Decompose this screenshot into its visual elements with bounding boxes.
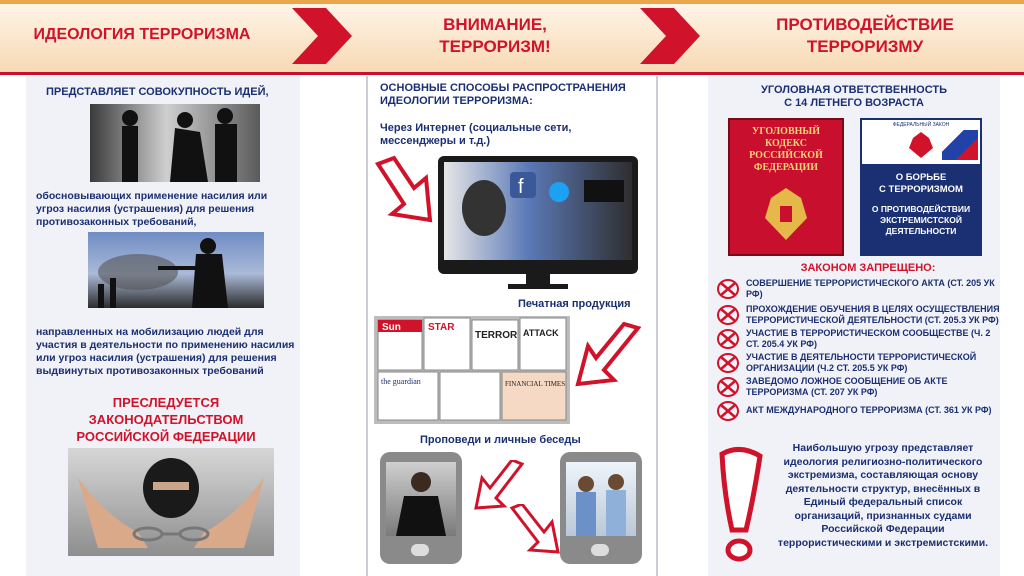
- header-top-line: [0, 0, 1024, 4]
- header-title-ideology: ИДЕОЛОГИЯ ТЕРРОРИЗМА: [33, 26, 251, 43]
- flag-stripe: [942, 130, 978, 160]
- header-banner: [0, 0, 1024, 75]
- law-item: [716, 352, 1002, 374]
- cross-icon: [716, 278, 740, 300]
- federal-law-label: ФЕДЕРАЛЬНЫЙ ЗАКОН: [892, 122, 950, 128]
- cross-icon: [716, 352, 740, 374]
- prohibited-heading: ЗАКОНОМ ЗАПРЕЩЕНО:: [800, 262, 936, 274]
- internet-collage-image: [444, 162, 632, 260]
- law-item-text: УЧАСТИЕ В ДЕЯТЕЛЬНОСТИ ТЕРРОРИСТИЧЕСКОЙ ОРГАНИЗАЦИИ (Ч.2 СТ. 205.5 УК РФ): [746, 352, 977, 373]
- law-item: [716, 328, 1002, 350]
- newspaper-word-6: FINANCIAL TIMES: [505, 380, 566, 388]
- law-item: [716, 400, 1002, 422]
- soldier-fire-image: [88, 232, 264, 308]
- header-title-attention: ВНИМАНИЕ, ТЕРРОРИЗМ!: [439, 15, 551, 56]
- coat-of-arms-icon: [761, 184, 811, 244]
- cross-icon: [716, 304, 740, 326]
- law-item-text: СОВЕРШЕНИЕ ТЕРРОРИСТИЧЕСКОГО АКТА (СТ. 205 УК РФ): [746, 278, 995, 299]
- soldier-silhouette-icon: [88, 232, 264, 308]
- exclamation-icon: [710, 446, 770, 566]
- handcuffs-icon: [68, 448, 274, 556]
- home-button: [411, 544, 429, 556]
- law-item-text: УЧАСТИЕ В ТЕРРОРИСТИЧЕСКОМ СООБЩЕСТВЕ (Ч. 2 СТ. 205.4 УК РФ): [746, 328, 991, 349]
- newspaper-word-2: STAR: [428, 322, 455, 333]
- internet-label: Через Интернет (социальные сети, мессенджеры и т.д.): [380, 122, 572, 147]
- cross-icon: [716, 400, 740, 422]
- left-text-2: направленных на мобилизацию людей для участия в деятельности по применению насилия или угроз насилия (устрашения) для решения выдвинутых противозаконных требований: [36, 326, 295, 377]
- newspapers-icon: [374, 316, 570, 424]
- left-panel: [26, 76, 300, 576]
- monitor-base: [508, 284, 568, 289]
- home-button: [591, 544, 609, 556]
- cross-icon: [716, 328, 740, 350]
- two-men-icon: [566, 462, 636, 536]
- newspaper-word-1: Sun: [382, 322, 401, 333]
- newspaper-word-4: ATTACK: [523, 328, 559, 338]
- arrow-down-icon: [374, 154, 436, 224]
- law-on-terrorism-title: О БОРЬБЕ С ТЕРРОРИЗМОМ: [879, 172, 963, 195]
- cross-icon: [716, 376, 740, 398]
- chevron-right-icon: [292, 8, 352, 64]
- criminal-code-book: [728, 118, 844, 256]
- law-item-text: АКТ МЕЖДУНАРОДНОГО ТЕРРОРИЗМА (СТ. 361 УК РФ): [746, 405, 992, 415]
- law-item-text: ЗАВЕДОМО ЛОЖНОЕ СООБЩЕНИЕ ОБ АКТЕ ТЕРРОРИЗМА (СТ. 207 УК РФ): [746, 376, 948, 397]
- criminal-code-title: УГОЛОВНЫЙ КОДЕКС РОССИЙСКОЙ ФЕДЕРАЦИИ: [749, 126, 823, 173]
- handcuffed-hands-image: [68, 448, 274, 556]
- preacher-image: [386, 462, 456, 536]
- law-item: [716, 278, 1002, 300]
- arrow-down-right-icon: [508, 504, 562, 556]
- newspaper-word-3: TERROR: [475, 330, 518, 341]
- law-on-extremism-title: О ПРОТИВОДЕЙСТВИИ ЭКСТРЕМИСТСКОЙ ДЕЯТЕЛЬНОСТИ: [871, 204, 971, 236]
- middle-heading: ОСНОВНЫЕ СПОСОБЫ РАСПРОСТРАНЕНИЯ ИДЕОЛОГИИ ТЕРРОРИЗМА:: [380, 82, 626, 107]
- arrow-down-left-icon: [574, 322, 644, 388]
- left-heading: ПРЕДСТАВЛЯЕТ СОВОКУПНОСТЬ ИДЕЙ,: [46, 86, 269, 98]
- header-title-counteraction: ПРОТИВОДЕЙСТВИЕ ТЕРРОРИЗМУ: [776, 15, 954, 56]
- chevron-right-icon: [640, 8, 700, 64]
- federal-law-book: [860, 118, 982, 256]
- law-item: [716, 376, 1002, 398]
- newspapers-image: [374, 316, 570, 424]
- threat-text: Наибольшую угрозу представляет идеология религиозно-политического экстремизма, составляющая основу деятельности структур, внесённых в Единый федеральный список организаций, признанных судами Российской Федерации террористическими и экстремистскими.: [777, 442, 989, 549]
- silhouettes-icon: [90, 104, 260, 182]
- hacker-social-icon: [444, 162, 632, 260]
- preacher-icon: [386, 462, 456, 536]
- print-label: Печатная продукция: [518, 298, 631, 310]
- svg-text:f: f: [518, 176, 524, 198]
- phone-right: [560, 452, 642, 564]
- monitor-frame: [438, 156, 638, 274]
- middle-panel: [366, 76, 658, 576]
- right-panel: [708, 76, 1000, 576]
- sermons-label: Проповеди и личные беседы: [420, 434, 581, 446]
- conversation-image: [566, 462, 636, 536]
- law-item-text: ПРОХОЖДЕНИЕ ОБУЧЕНИЯ В ЦЕЛЯХ ОСУЩЕСТВЛЕНИЯ ТЕРРОРИСТИЧЕСКОЙ ДЕЯТЕЛЬНОСТИ (СТ. 205.3 УК РФ): [746, 304, 1000, 325]
- left-text-1: обосновывающих применение насилия или угроз насилия (устрашения) для решения противозаконных требований,: [36, 190, 268, 228]
- coat-of-arms-icon: [907, 130, 935, 160]
- prosecuted-heading: ПРЕСЛЕДУЕТСЯ ЗАКОНОДАТЕЛЬСТВОМ РОССИЙСКОЙ ФЕДЕРАЦИИ: [76, 395, 256, 444]
- arrest-silhouette-image: [90, 104, 260, 182]
- newspaper-word-5: the guardian: [381, 377, 421, 386]
- phone-left: [380, 452, 462, 564]
- right-heading: УГОЛОВНАЯ ОТВЕТСТВЕННОСТЬ С 14 ЛЕТНЕГО ВОЗРАСТА: [761, 84, 947, 109]
- federal-law-panel: [862, 164, 980, 254]
- law-item: [716, 304, 1002, 326]
